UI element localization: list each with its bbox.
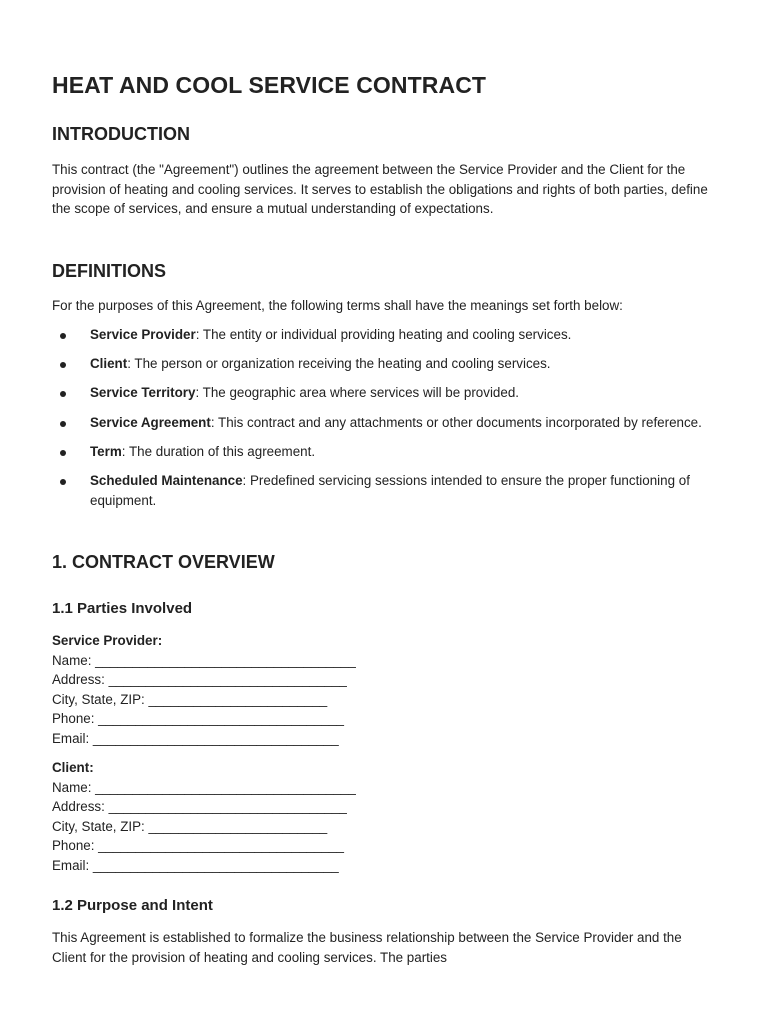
definition-term: Service Territory: [90, 385, 196, 401]
definitions-list: [52, 325, 712, 520]
definition-item: [52, 383, 712, 403]
client-label: Client:: [52, 760, 94, 775]
definition-desc: : Predefined servicing sessions intended to ensure the proper functioning of equipment.: [90, 472, 690, 508]
definition-term: Term: [90, 443, 122, 459]
definition-term: Client: [90, 356, 128, 372]
introduction-text: This contract (the "Agreement") outlines the agreement between the Service Provider and the Client for the provision of heating and cooling services. It serves to establish the obligations and rights of both parties, define the scope of services, and ensure a mutual understanding of expectations.: [52, 162, 708, 217]
client-name-field: Name: ___________________________________: [52, 779, 356, 795]
provider-address-field: Address: ________________________________: [52, 672, 347, 688]
definition-item: [52, 354, 712, 374]
definition-item: [52, 442, 712, 462]
service-provider-label: Service Provider:: [52, 633, 163, 648]
bullet-icon: [60, 479, 66, 485]
service-provider-block: [52, 631, 356, 749]
definition-desc: : The geographic area where services will be provided.: [195, 385, 519, 401]
definition-desc: : This contract and any attachments or other documents incorporated by reference.: [210, 414, 702, 430]
provider-email-field: Email: _________________________________: [52, 730, 339, 746]
definition-term: Service Agreement: [90, 414, 211, 430]
purpose-heading: 1.2 Purpose and Intent: [52, 897, 213, 914]
parties-heading: 1.1 Parties Involved: [52, 600, 193, 617]
document-title: HEAT AND COOL SERVICE CONTRACT: [52, 72, 487, 98]
definition-term: Service Provider: [90, 327, 196, 342]
bullet-icon: [60, 391, 66, 397]
purpose-text: This Agreement is established to formalize the business relationship between the Service Provider and the Client for the provision of heating and cooling services. The parties: [52, 930, 682, 965]
bullet-icon: [60, 450, 66, 456]
definition-desc: : The person or organization receiving the heating and cooling services.: [127, 356, 551, 372]
definitions-intro: For the purposes of this Agreement, the following terms shall have the meanings set forth below:: [52, 298, 623, 313]
definition-item: [52, 413, 712, 433]
client-phone-field: Phone: _________________________________: [52, 838, 344, 854]
provider-city-field: City, State, ZIP: ________________________: [52, 691, 328, 707]
definition-desc: : The duration of this agreement.: [121, 443, 316, 459]
provider-phone-field: Phone: _________________________________: [52, 711, 344, 727]
bullet-icon: [60, 333, 66, 339]
definition-item: [52, 325, 712, 345]
contract-overview-heading: 1. CONTRACT OVERVIEW: [52, 552, 275, 572]
definitions-heading: DEFINITIONS: [52, 261, 167, 281]
client-email-field: Email: _________________________________: [52, 857, 339, 873]
definition-term: Scheduled Maintenance: [90, 472, 243, 488]
definition-desc: : The entity or individual providing heating and cooling services.: [195, 327, 572, 342]
provider-name-field: Name: ___________________________________: [52, 652, 356, 668]
client-block: [52, 758, 356, 876]
client-address-field: Address: ________________________________: [52, 799, 347, 815]
client-city-field: City, State, ZIP: ________________________: [52, 818, 328, 834]
introduction-heading: INTRODUCTION: [52, 124, 190, 144]
bullet-icon: [60, 421, 66, 427]
definition-item: [52, 471, 712, 510]
bullet-icon: [60, 362, 66, 368]
